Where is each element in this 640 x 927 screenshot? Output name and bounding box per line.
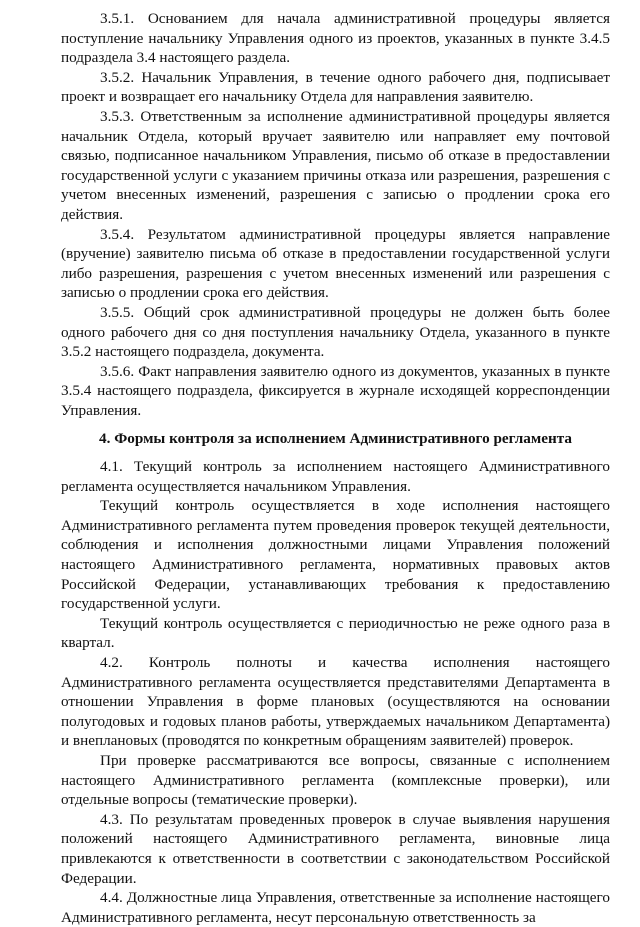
paragraph-4-2: 4.2. Контроль полноты и качества исполнения настоящего Административного регламента осуществляется представителями Департамента в отношении Управления в форме плановых (осуществляются на основании полугодовых и годовых планов работы, утверждаемых начальником Департамента) и внеплановых (проводятся по конкретным обращениям заявителей) проверок. bbox=[61, 654, 610, 750]
paragraph-4-3: 4.3. По результатам проведенных проверок в случае выявления нарушения положений настоящего Административного регламента, виновные лица привлекаются к ответственности в соответствии с законодательством Российской Федерации. bbox=[61, 810, 610, 887]
document-page bbox=[61, 9, 610, 927]
paragraph-3-5-1: 3.5.1. Основанием для начала административной процедуры является поступление начальнику Управления одного из проектов, указанных в пункте 3.4.5 подраздела 3.4 настоящего раздела. bbox=[61, 10, 610, 67]
paragraph-3-5-6: 3.5.6. Факт направления заявителю одного из документов, указанных в пункте 3.5.4 настоящего подраздела, фиксируется в журнале исходящей корреспонденции Управления. bbox=[61, 362, 610, 419]
paragraph-4-1: 4.1. Текущий контроль за исполнением настоящего Административного регламента осуществляется начальником Управления. bbox=[61, 458, 610, 495]
paragraph-3-5-4: 3.5.4. Результатом административной процедуры является направление (вручение) заявителю письма об отказе в предоставлении государственной услуги либо разрешения, разрешения с учетом внесенных изменений или разрешения с записью о продлении срока его действия. bbox=[61, 225, 610, 302]
paragraph-current-control-frequency: Текущий контроль осуществляется с периодичностью не реже одного раза в квартал. bbox=[61, 614, 610, 652]
paragraph-3-5-2: 3.5.2. Начальник Управления, в течение одного рабочего дня, подписывает проект и возвращает его начальнику Отдела для направления заявителю. bbox=[61, 68, 610, 106]
paragraph-4-4: 4.4. Должностные лица Управления, ответственные за исполнение настоящего Административного регламента, несут персональную ответственность за bbox=[61, 889, 610, 926]
section-4-heading: 4. Формы контроля за исполнением Административного регламента bbox=[99, 430, 572, 448]
paragraph-3-5-5: 3.5.5. Общий срок административной процедуры не должен быть более одного рабочего дня со дня поступления начальнику Отдела, указанного в пункте 3.5.2 настоящего подраздела, документа. bbox=[61, 303, 610, 361]
paragraph-inspection-scope: При проверке рассматриваются все вопросы, связанные с исполнением настоящего Административного регламента (комплексные проверки), или отдельные вопросы (тематические проверки). bbox=[61, 751, 610, 809]
paragraph-3-5-3: 3.5.3. Ответственным за исполнение административной процедуры является начальник Отдела, который вручает заявителю или направляет ему почтовой связью, подписанное начальником Управления, письмо об отказе в предоставлении государственной услуги с указанием причины отказа или разрешения, разрешения с учетом внесенных изменений, разрешения с записью о продлении срока его действия. bbox=[61, 107, 610, 223]
paragraph-current-control-method: Текущий контроль осуществляется в ходе исполнения настоящего Административного регламента путем проведения проверок текущей деятельности, соблюдения и исполнения должностными лицами Управления положений настоящего Административного регламента, нормативных правовых актов Российской Федерации, устанавливающих требования к предоставлению государственной услуги. bbox=[61, 497, 610, 613]
